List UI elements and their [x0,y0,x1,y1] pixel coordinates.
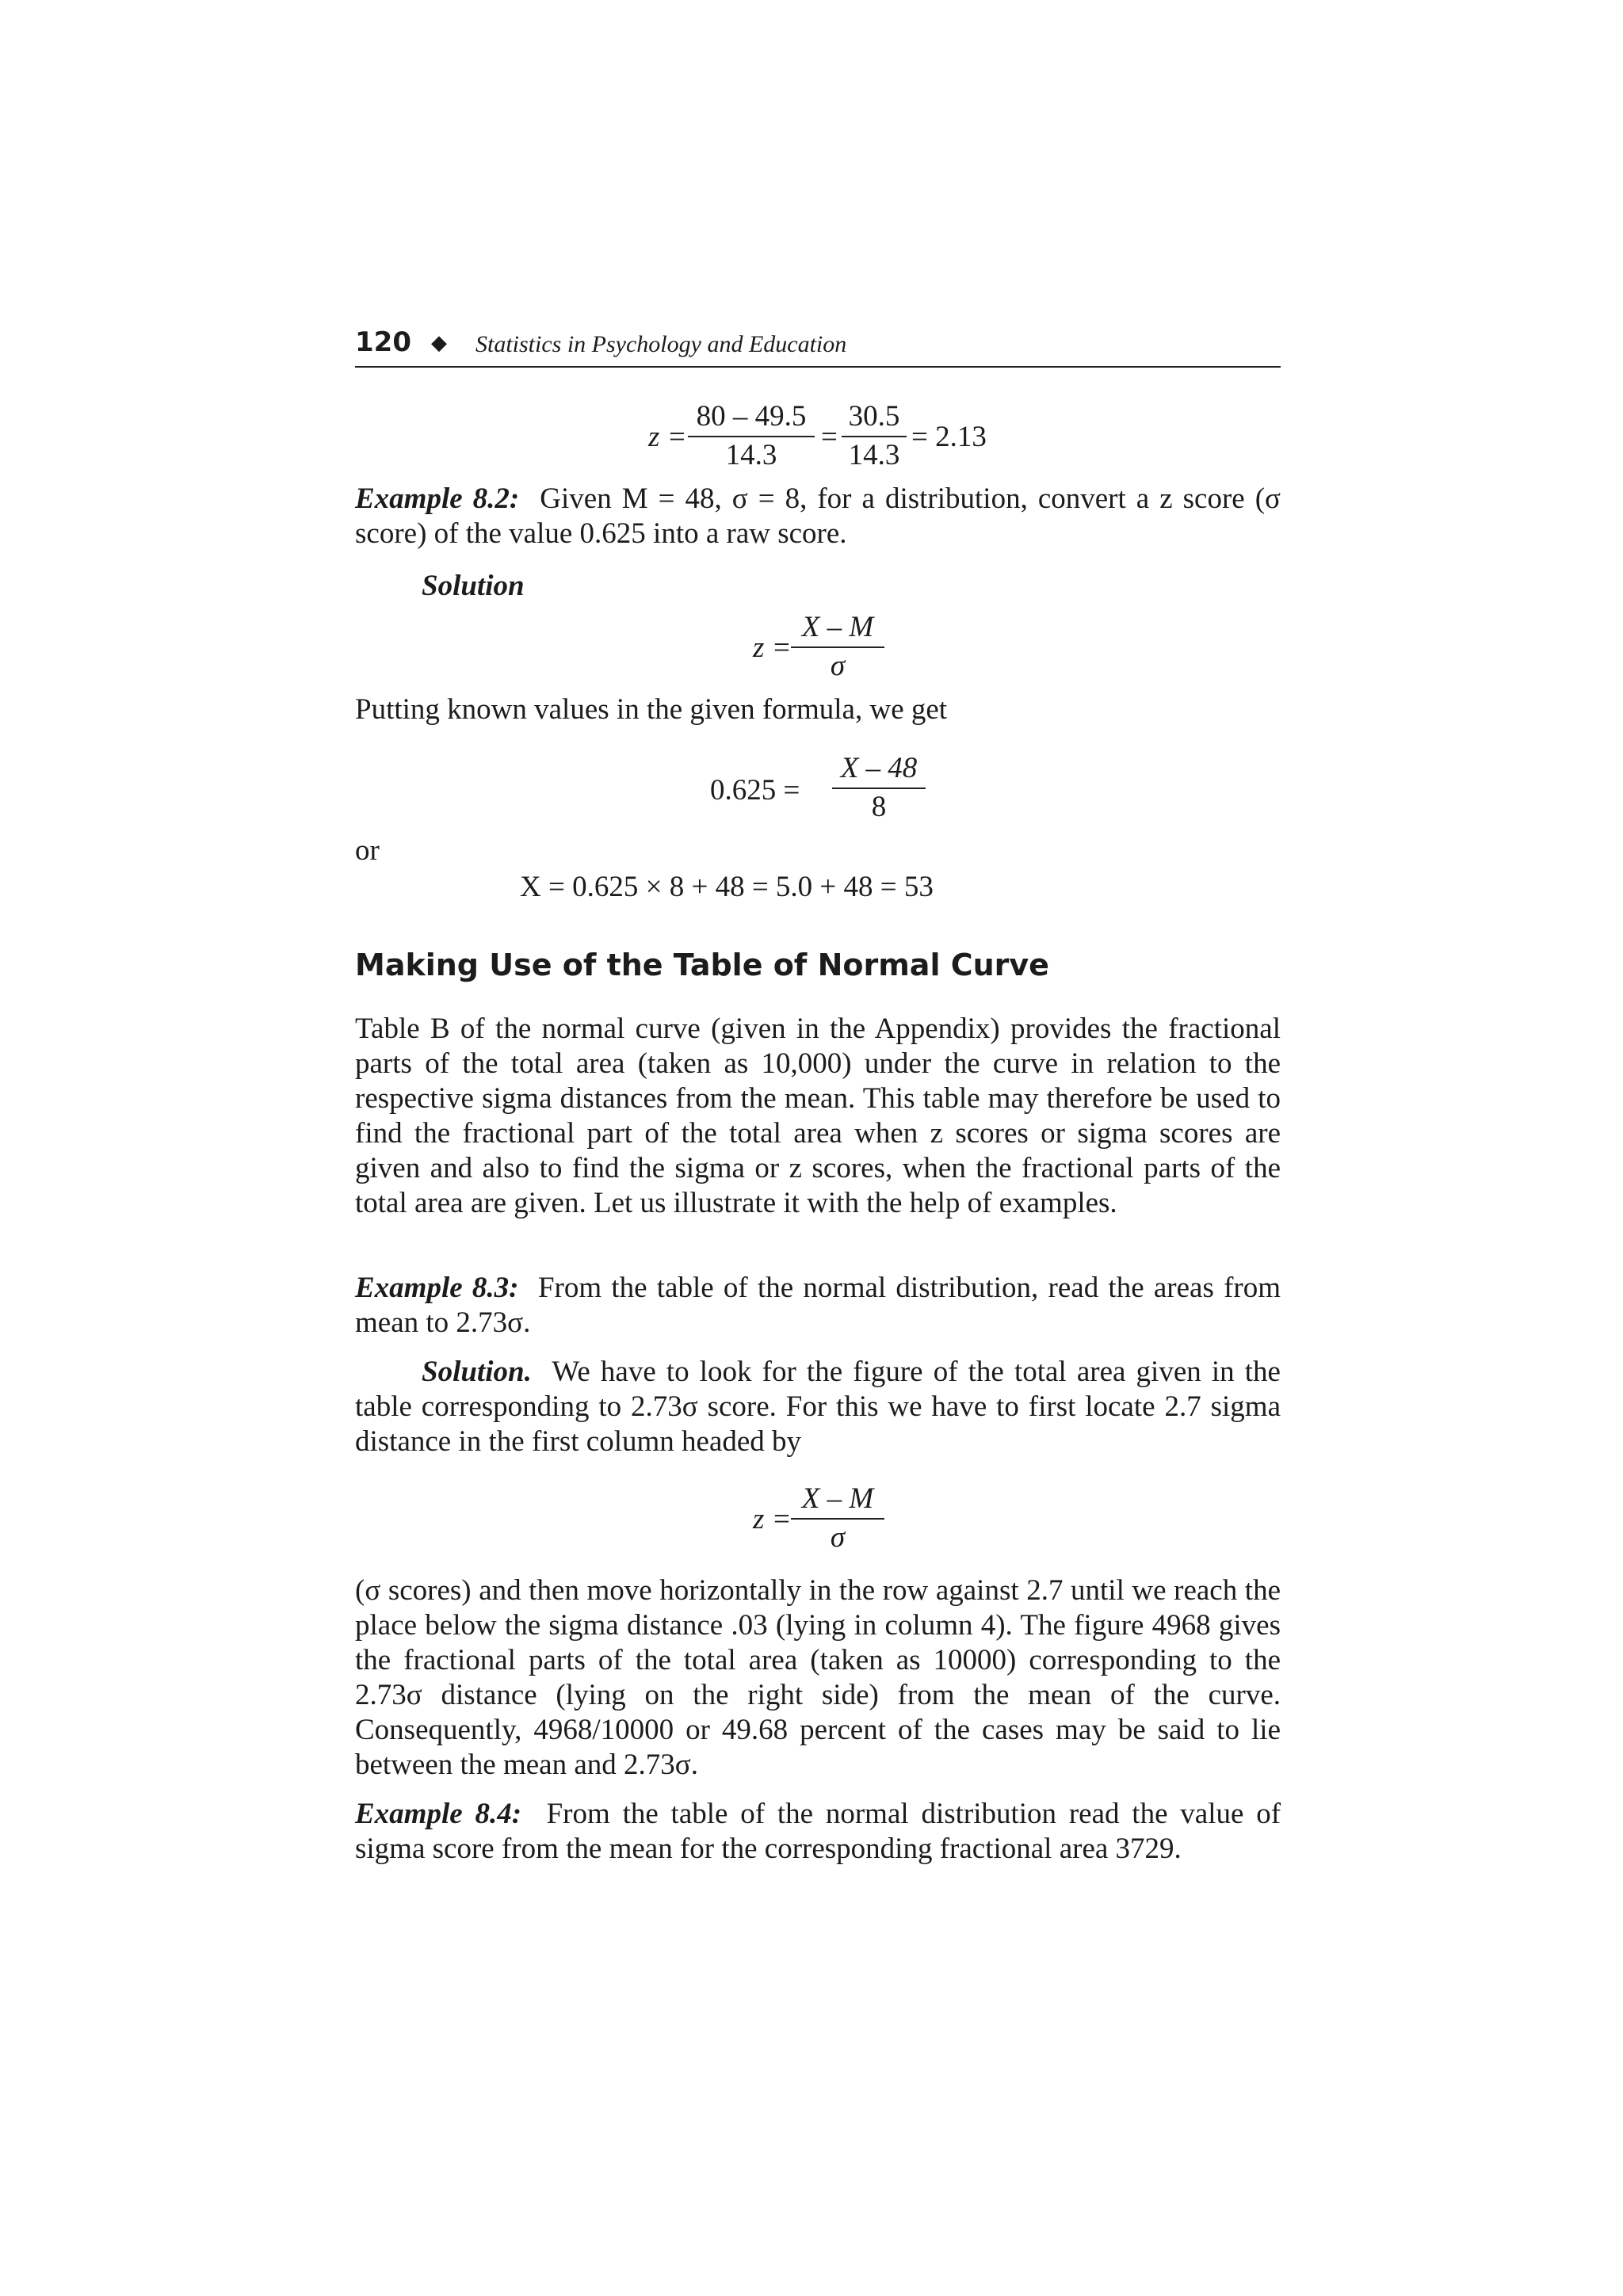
example-text: From the table of the normal distribution, read the areas from mean to 2.73σ. [355,1272,1281,1339]
solution-label: Solution [422,570,525,602]
example-8-2 [355,482,1281,551]
example-label: Example 8.4: [355,1798,522,1830]
fraction-denominator: 14.3 [725,439,777,471]
equation-lhs: 0.625 = [710,774,800,807]
example-8-4 [355,1797,1281,1867]
equation-result: = 2.13 [911,421,987,453]
fraction-2 [842,399,907,474]
or-text: or [355,834,380,867]
fraction-denominator: σ [830,1521,846,1554]
page-number: 120 [355,326,411,358]
fraction-numerator: X – M [791,610,884,648]
equation-lhs: z = [753,1503,792,1535]
fraction-numerator: 30.5 [842,399,907,437]
equals-sign: = [821,421,838,453]
equation-lhs: z = [648,421,687,453]
paragraph-table-b: Table B of the normal curve (given in the Appendix) provides the fractional parts of the total area (taken as 10,000) under the curve in relation to the respective sigma distances from the mean. This table may therefore be used to find the fractional part of the total area when z scores or sigma scores are given and also to find the sigma or z scores, when the fractional parts of the total area are given. Let us illustrate it with the help of examples. [355,1013,1281,1219]
book-title: Statistics in Psychology and Education [475,331,847,357]
fraction-numerator: X – 48 [832,751,926,789]
fraction-1 [688,399,815,474]
equation-lhs: z = [753,631,792,664]
example-8-3 [355,1271,1281,1341]
diamond-icon: ◆ [431,331,447,354]
fraction [832,751,926,826]
example-text: Given M = 48, σ = 8, for a distribution, convert a z score (σ score) of the value 0.625 into a raw score. [355,482,1281,550]
putting-values-text: Putting known values in the given formula, we get [355,693,948,726]
fraction-denominator: σ [830,650,846,682]
example-text: From the table of the normal distribution read the value of sigma score from the mean for the corresponding fractional area 3729. [355,1798,1281,1865]
solution-paragraph [355,1355,1281,1459]
section-heading: Making Use of the Table of Normal Curve [355,948,1049,982]
solution-label: Solution. [422,1356,532,1388]
equation-result-x: X = 0.625 × 8 + 48 = 5.0 + 48 = 53 [520,871,934,903]
example-label: Example 8.3: [355,1272,519,1304]
fraction-numerator: 80 – 49.5 [688,399,815,437]
fraction-numerator: X – M [791,1482,884,1520]
fraction [791,1482,884,1556]
fraction [791,610,884,685]
example-label: Example 8.2: [355,482,520,515]
paragraph-sigma-scores: (σ scores) and then move horizontally in the row against 2.7 until we reach the place below the sigma distance .03 (lying in column 4). The figure 4968 gives the fractional parts of the total area (taken as 10000) corresponding to the 2.73σ distance (lying on the right side) from the mean of the curve. Consequently, 4968/10000 or 49.68 percent of the cases may be said to lie between the mean and 2.73σ. [355,1574,1281,1781]
fraction-denominator: 8 [871,791,887,823]
fraction-denominator: 14.3 [848,439,900,471]
running-header [355,325,1281,368]
solution-text: We have to look for the figure of the total area given in the table corresponding to 2.73σ score. For this we have to first locate 2.7 sigma distance in the first column headed by [355,1356,1281,1458]
